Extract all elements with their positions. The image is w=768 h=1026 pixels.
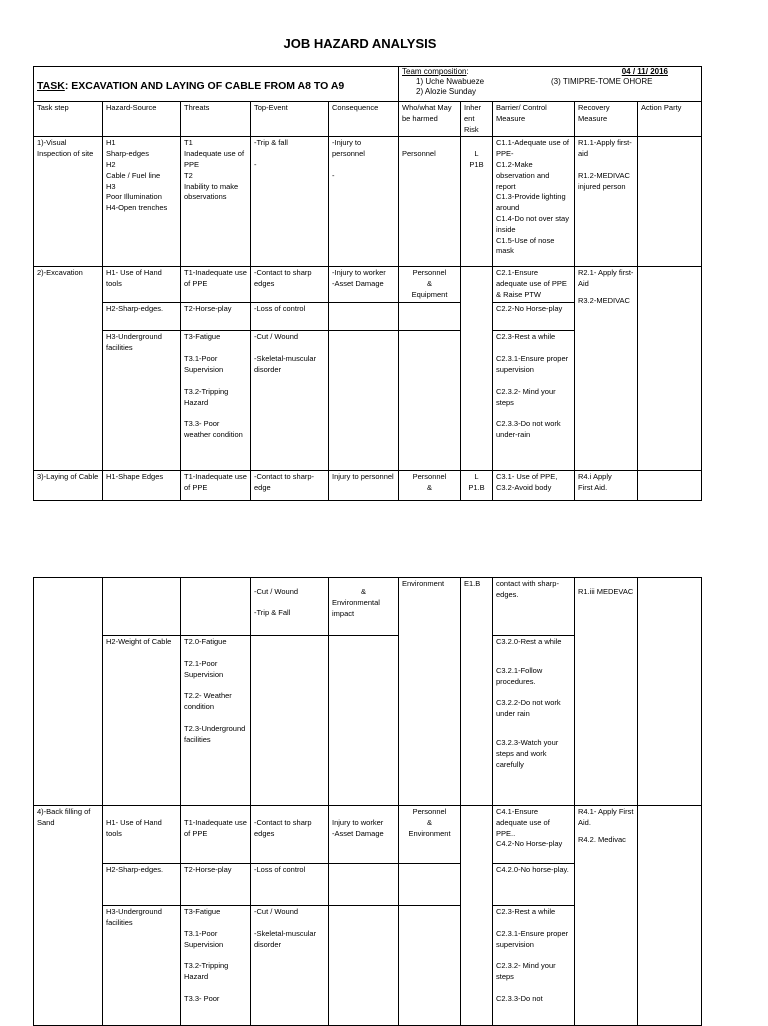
consequence-text: -Injury to worker: [332, 268, 386, 278]
action-party-cell: [638, 578, 702, 806]
who-cell: [399, 137, 461, 267]
header-hazard: Hazard-Source: [103, 102, 181, 137]
consequence-cell: [329, 303, 399, 331]
top-event-text: -: [254, 160, 257, 170]
risk-text: L: [474, 149, 479, 159]
barrier-text: C1.5-Use of nose mask: [496, 235, 555, 256]
top-event-cell: [251, 331, 329, 471]
top-event-text: -Contact to sharp-edge: [251, 471, 329, 501]
recovery-cell: [575, 471, 638, 501]
threat-text: T3.1-Poor Supervision: [184, 354, 224, 374]
who-text: Environment: [408, 828, 451, 838]
who-cell: [399, 303, 461, 331]
threat-text: T3.2-Tripping Hazard: [184, 961, 229, 982]
barrier-text: C2.3.1-Ensure proper supervision: [496, 354, 569, 374]
table-row: [34, 137, 702, 267]
action-party-cell: [638, 267, 702, 471]
risk-text: E1.B: [461, 578, 493, 806]
barrier-text: C2.3.3-Do not work under-rain: [496, 419, 561, 440]
action-party-cell: [638, 471, 702, 501]
who-text: Environment: [399, 578, 461, 806]
hazard-text: Sharp-edges: [106, 149, 149, 159]
hazard-text: Cable / Fuel line: [106, 170, 161, 180]
barrier-text: C2.2-No Horse-play: [493, 303, 575, 331]
barrier-text: C1.2-Make observation and report: [496, 159, 550, 191]
who-cell: [399, 806, 461, 864]
who-text: &: [426, 817, 432, 827]
barrier-text: C3.2.3-Watch your steps and work carefully: [496, 737, 559, 769]
consequence-text: -Injury to personnel: [332, 138, 365, 159]
recovery-text: R4.i Apply: [578, 472, 612, 482]
threat-text: T2: [184, 170, 193, 180]
threat-text: T3.3- Poor: [184, 993, 220, 1003]
hazard-cell: [103, 578, 181, 636]
barrier-text: C2.3.2- Mind your steps: [496, 386, 556, 407]
who-text: Personnel: [412, 472, 447, 482]
barrier-text: C4.2-No Horse-play: [496, 839, 563, 849]
top-event-cell: [251, 806, 329, 864]
table-row: [34, 578, 702, 636]
barrier-cell: [493, 906, 575, 1026]
who-cell: [399, 864, 461, 906]
threat-text: T2.0-Fatigue: [184, 637, 227, 646]
barrier-cell: [493, 636, 575, 806]
risk-text: P1B: [469, 160, 484, 170]
hazard-text: H1-Shape Edges: [103, 471, 181, 501]
consequence-cell: [329, 267, 399, 303]
recovery-text: R1.2-MEDIVAC injured person: [578, 170, 630, 191]
header-task-step: Task step: [34, 102, 103, 137]
barrier-text: C3.2.2-Do not work under rain: [496, 698, 561, 719]
header-top-event: Top-Event: [251, 102, 329, 137]
team-member-3: (3) TIMIPRE-TOME OHORE: [551, 77, 653, 86]
barrier-text: C4.1-Ensure adequate use of PPE..: [496, 807, 550, 838]
hazard-text: H3-Underground facilities: [103, 906, 181, 1026]
hazard-table-page2: [33, 577, 702, 1026]
risk-cell: [461, 471, 493, 501]
consequence-text: Injury to worker: [332, 818, 384, 827]
consequence-text: Injury to personnel: [329, 471, 399, 501]
header-threats: Threats: [181, 102, 251, 137]
recovery-text: R1.1-Apply first-aid: [578, 138, 632, 159]
threat-text: T1: [184, 138, 193, 148]
risk-cell: [461, 267, 493, 471]
threat-text: T2-Horse-play: [181, 303, 251, 331]
recovery-text: R1.iii MEDEVAC: [578, 587, 634, 596]
consequence-text: -Asset Damage: [332, 279, 384, 289]
who-cell: [399, 331, 461, 471]
document-title: JOB HAZARD ANALYSIS: [283, 36, 437, 51]
barrier-cell: [493, 137, 575, 267]
threat-text: T3-Fatigue: [184, 332, 221, 342]
task-step-3: 3)-Laying of Cable: [34, 471, 103, 501]
threat-cell: [181, 806, 251, 864]
barrier-cell: [493, 471, 575, 501]
action-party-cell: [638, 806, 702, 1026]
team-colon: :: [466, 67, 469, 76]
threat-text: T1-Inadequate use of PPE: [184, 818, 247, 838]
top-event-text: -Trip & fall: [254, 138, 288, 148]
risk-text: L: [474, 472, 479, 482]
consequence-cell: [329, 806, 399, 864]
team-label: Team composition: [402, 67, 467, 76]
hazard-text: H4-Open trenches: [106, 203, 168, 213]
task-cell: [34, 67, 399, 102]
who-text: Personnel: [412, 807, 447, 816]
who-text: Personnel: [412, 268, 447, 278]
hazard-text: H2: [106, 159, 116, 169]
task-text: : EXCAVATION AND LAYING OF CABLE FROM A8 TO A9: [64, 80, 345, 93]
barrier-text: C3.2-Avoid body: [496, 483, 552, 493]
threat-text: T2-Horse-play: [181, 864, 251, 906]
task-step-4: 4)-Back filling of Sand: [34, 806, 103, 1026]
hazard-text: H1: [106, 138, 116, 148]
table-row: [34, 471, 702, 501]
top-event-text: -Skeletal-muscular disorder: [254, 354, 317, 374]
action-party-cell: [638, 137, 702, 267]
top-event-text: -Loss of control: [251, 864, 329, 906]
team-member-2: 2) Alozie Sunday: [416, 87, 477, 96]
consequence-cell: [329, 331, 399, 471]
header-consequence: Consequence: [329, 102, 399, 137]
who-cell: [399, 471, 461, 501]
threat-text: Inadequate use of PPE: [184, 149, 245, 169]
barrier-text: C3.2.1-Follow procedures.: [496, 665, 543, 686]
top-event-text: -Cut / Wound: [254, 332, 299, 342]
consequence-cell: [329, 137, 399, 267]
threat-text: Inability to make observations: [184, 181, 239, 202]
recovery-cell: [575, 806, 638, 1026]
hazard-text: H2-Sharp-edges.: [103, 864, 181, 906]
barrier-cell: [493, 806, 575, 864]
consequence-cell: [329, 636, 399, 806]
barrier-text: C1.4-Do not over stay inside: [496, 213, 569, 234]
who-text: &: [426, 483, 432, 493]
barrier-text: C4.2.0-No horse-play.: [493, 864, 575, 906]
top-event-text: -Loss of control: [251, 303, 329, 331]
task-step-cell: [34, 578, 103, 806]
risk-cell: [461, 137, 493, 267]
threat-cell: [181, 906, 251, 1026]
table-row: [34, 267, 702, 303]
recovery-text: R2.1- Apply first-Aid: [578, 268, 634, 289]
barrier-text: contact with sharp-edges.: [493, 578, 575, 636]
threat-text: T3.3- Poor weather condition: [184, 419, 243, 440]
consequence-text: Environmental impact: [332, 597, 380, 618]
consequence-cell: [329, 906, 399, 1026]
barrier-text: C2.1-Ensure adequate use of PPE & Raise PTW: [493, 267, 575, 303]
consequence-text: -: [332, 170, 335, 180]
top-event-cell: [251, 578, 329, 636]
hazard-text: H3: [106, 181, 116, 191]
consequence-text: -Asset Damage: [332, 828, 384, 838]
threat-text: T2.3-Underground facilities: [184, 723, 246, 744]
hazard-text: H2-Sharp-edges.: [103, 303, 181, 331]
barrier-text: C3.2.0-Rest a while: [496, 637, 562, 646]
barrier-text: C2.3.2- Mind your steps: [496, 961, 556, 982]
threat-text: T3-Fatigue: [184, 907, 221, 916]
threat-text: T3.1-Poor Supervision: [184, 928, 224, 949]
recovery-cell: [575, 267, 638, 471]
barrier-text: C2.3-Rest a while: [496, 907, 556, 916]
hazard-table-page1: [33, 66, 702, 501]
task-step-2: 2)-Excavation: [34, 267, 103, 471]
header-inherent-risk: Inher ent Risk: [461, 102, 493, 137]
hazard-text: H2-Weight of Cable: [103, 636, 181, 806]
who-cell: [399, 906, 461, 1026]
threat-text: T2.1-Poor Supervision: [184, 658, 224, 679]
header-who-what: Who/what May be harmed: [399, 102, 461, 137]
top-event-text: -Contact to sharp edges: [254, 818, 312, 838]
barrier-cell: [493, 331, 575, 471]
recovery-cell: [575, 578, 638, 806]
recovery-text: R4.2. Medivac: [578, 834, 626, 844]
barrier-text: C2.3.1-Ensure proper supervision: [496, 928, 569, 949]
task-step-1: 1)-Visual Inspection of site: [34, 137, 103, 267]
top-event-text: -Cut / Wound: [254, 587, 299, 596]
hazard-text: H1- Use of Hand tools: [103, 267, 181, 303]
top-event-cell: [251, 137, 329, 267]
column-header-row: [34, 102, 702, 137]
barrier-text: C1.1-Adequate use of PPE-: [496, 138, 569, 159]
threat-cell: [181, 636, 251, 806]
hazard-text: H3-Underground facilities: [103, 331, 181, 471]
barrier-text: C2.3-Rest a while: [496, 332, 556, 342]
who-text: &: [426, 279, 432, 289]
task-label: TASK: [37, 80, 65, 93]
hazard-cell: [103, 137, 181, 267]
hazard-text: H1- Use of Hand tools: [106, 818, 162, 838]
who-cell: [399, 267, 461, 303]
recovery-text: First Aid.: [578, 483, 608, 493]
threat-text: T3.2-Tripping Hazard: [184, 386, 229, 407]
top-event-text: -Skeletal-muscular disorder: [254, 928, 317, 949]
top-event-text: -Cut / Wound: [254, 907, 299, 916]
threat-text: T1-Inadequate use of PPE: [181, 267, 251, 303]
threat-cell: [181, 137, 251, 267]
top-event-cell: [251, 906, 329, 1026]
consequence-cell: [329, 864, 399, 906]
analysis-date: 04 / 11/ 2016: [621, 67, 668, 76]
team-member-1: 1) Uche Nwabueze: [416, 77, 485, 86]
threat-cell: [181, 578, 251, 636]
header-action-party: Action Party: [638, 102, 702, 137]
threat-cell: [181, 331, 251, 471]
recovery-text: R4.1- Apply First Aid.: [578, 807, 634, 827]
barrier-text: C1.3-Provide lighting around: [496, 192, 566, 213]
recovery-text: R3.2-MEDIVAC: [578, 295, 630, 305]
hazard-text: Poor Illumination: [106, 192, 162, 202]
table-row: [34, 806, 702, 864]
top-event-cell: [251, 636, 329, 806]
risk-cell: [461, 806, 493, 1026]
consequence-cell: [329, 578, 399, 636]
threat-text: T2.2- Weather condition: [184, 691, 232, 712]
risk-text: P1.B: [468, 483, 485, 493]
recovery-cell: [575, 137, 638, 267]
barrier-text: C3.1- Use of PPE,: [496, 472, 558, 482]
barrier-text: C2.3.3-Do not: [496, 993, 543, 1003]
consequence-text: &: [360, 587, 366, 596]
header-barrier: Barrier/ Control Measure: [493, 102, 575, 137]
threat-text: T1-Inadequate use of PPE: [181, 471, 251, 501]
who-text: Equipment: [411, 289, 448, 299]
hazard-cell: [103, 806, 181, 864]
top-event-text: -Contact to sharp edges: [251, 267, 329, 303]
top-event-text: -Trip & Fall: [254, 607, 291, 617]
team-cell: [399, 67, 702, 102]
header-recovery: Recovery Measure: [575, 102, 638, 137]
who-text: Personnel: [402, 149, 436, 159]
